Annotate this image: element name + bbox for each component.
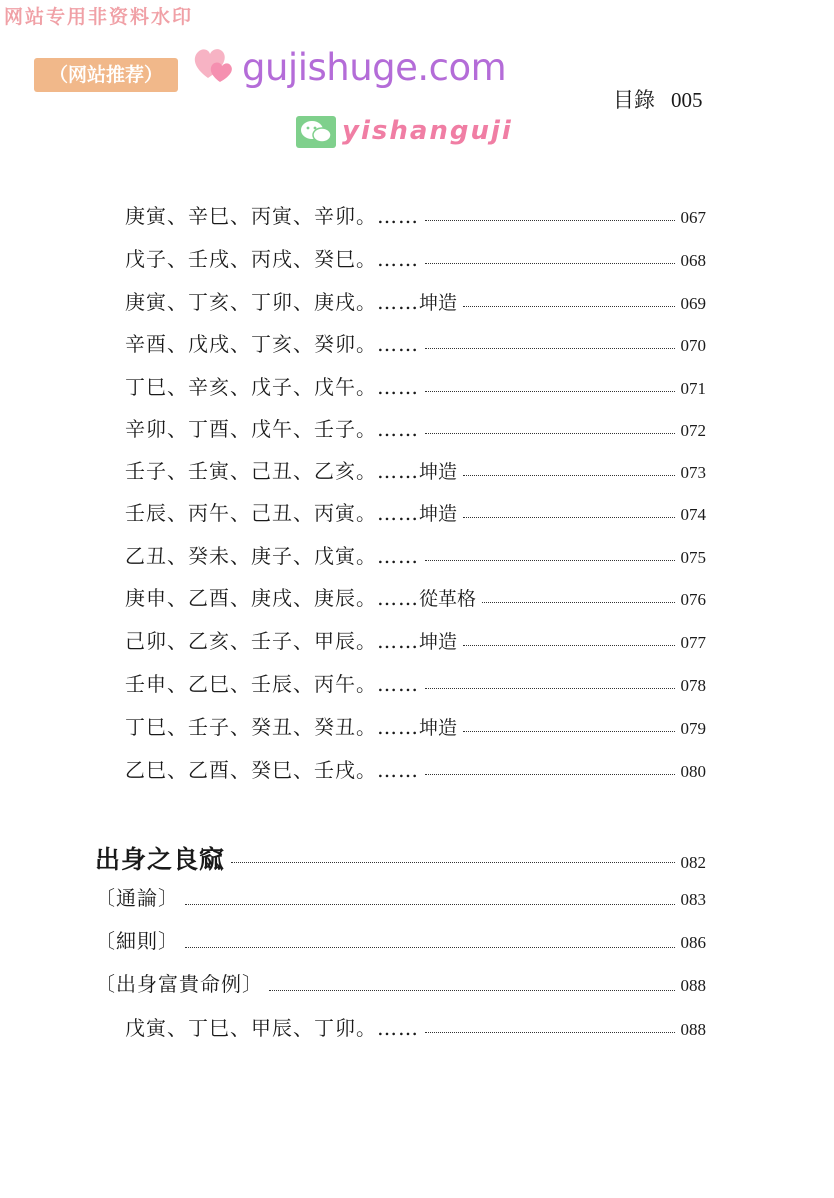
entry-text: 壬辰、丙午、己丑、丙寅。…… [125, 501, 419, 525]
entry-text: 乙丑、癸未、庚子、戊寅。…… [125, 544, 419, 568]
dot-leader [185, 947, 675, 948]
toc-entry [125, 1012, 706, 1042]
toc-entry [125, 455, 706, 485]
entry-text: 戊寅、丁巳、甲辰、丁卯。…… [125, 1016, 419, 1040]
dot-leader [425, 433, 675, 434]
dot-leader [185, 904, 675, 905]
page-header [613, 84, 703, 114]
entry-page: 078 [680, 676, 706, 695]
entry-note: 坤造 [419, 503, 458, 525]
entry-text: 辛卯、丁酉、戊午、壬子。…… [125, 417, 419, 441]
entry-note: 坤造 [419, 631, 458, 653]
watermark-text: 网站专用非资料水印 [4, 6, 194, 28]
entry-page: 079 [680, 719, 706, 738]
entry-text: 己卯、乙亥、壬子、甲辰。…… [125, 629, 419, 653]
entry-note: 坤造 [419, 292, 458, 314]
chapter-page: 082 [680, 853, 706, 872]
heart-logo-icon [190, 42, 240, 86]
entry-page: 073 [680, 463, 706, 482]
entry-page: 075 [680, 548, 706, 567]
entry-page: 067 [680, 208, 706, 227]
entry-page: 088 [680, 1020, 706, 1039]
subsection-page: 086 [680, 933, 706, 952]
dot-leader [425, 220, 675, 221]
site-url: gujishuge.com [242, 46, 507, 89]
entry-page: 080 [680, 762, 706, 781]
subsection-entry [95, 968, 706, 1000]
entry-page: 069 [680, 294, 706, 313]
entry-page: 076 [680, 590, 706, 609]
dot-leader [231, 862, 674, 863]
subsection-entry [95, 925, 706, 957]
dot-leader [463, 475, 674, 476]
entry-text: 壬子、壬寅、己丑、乙亥。…… [125, 459, 419, 483]
wechat-id: yishanguji [342, 116, 513, 146]
entry-note: 從革格 [419, 588, 477, 610]
dot-leader [463, 645, 674, 646]
entry-page: 074 [680, 505, 706, 524]
subsection-page: 083 [680, 890, 706, 909]
entry-text: 丁巳、壬子、癸丑、癸丑。…… [125, 715, 419, 739]
chapter-title: 出身之良窳 [95, 845, 226, 874]
entry-text: 壬申、乙巳、壬辰、丙午。…… [125, 672, 419, 696]
dot-leader [425, 263, 675, 264]
dot-leader [463, 306, 674, 307]
entry-text: 辛酉、戊戌、丁亥、癸卯。…… [125, 332, 419, 356]
wechat-icon [296, 116, 336, 148]
entry-text: 庚申、乙酉、庚戌、庚辰。…… [125, 586, 419, 610]
toc-entry [125, 711, 706, 741]
chapter-heading [95, 840, 706, 872]
toc-entry [125, 243, 706, 273]
toc-entry [125, 200, 706, 230]
dot-leader [463, 731, 674, 732]
dot-leader [269, 990, 675, 991]
entry-note: 坤造 [419, 717, 458, 739]
entry-text: 戊子、壬戌、丙戌、癸巳。…… [125, 247, 419, 271]
entry-page: 072 [680, 421, 706, 440]
dot-leader [482, 602, 674, 603]
dot-leader [463, 517, 674, 518]
toc-entry [125, 625, 706, 655]
toc-entry [125, 582, 706, 612]
toc-entry [125, 497, 706, 527]
dot-leader [425, 688, 675, 689]
toc-entry [125, 371, 706, 401]
subsection-title: 〔通論〕 [95, 886, 179, 910]
dot-leader [425, 391, 675, 392]
subsection-entry [95, 882, 706, 914]
subsection-page: 088 [680, 976, 706, 995]
entry-text: 乙巳、乙酉、癸巳、壬戌。…… [125, 758, 419, 782]
entry-text: 庚寅、辛巳、丙寅、辛卯。…… [125, 204, 419, 228]
toc-entry [125, 540, 706, 570]
toc-entry [125, 754, 706, 784]
dot-leader [425, 774, 675, 775]
header-page-number: 005 [671, 88, 703, 112]
dot-leader [425, 1032, 675, 1033]
entry-note: 坤造 [419, 461, 458, 483]
dot-leader [425, 348, 675, 349]
entry-page: 070 [680, 336, 706, 355]
entry-text: 庚寅、丁亥、丁卯、庚戌。…… [125, 290, 419, 314]
subsection-title: 〔細則〕 [95, 929, 179, 953]
entry-page: 068 [680, 251, 706, 270]
entry-page: 077 [680, 633, 706, 652]
header-title: 目錄 [613, 88, 655, 112]
entry-text: 丁巳、辛亥、戊子、戊午。…… [125, 375, 419, 399]
subsection-title: 〔出身富貴命例〕 [95, 972, 263, 996]
toc-entry [125, 413, 706, 443]
toc-entry [125, 668, 706, 698]
dot-leader [425, 560, 675, 561]
site-recommend-badge: （网站推荐） [34, 58, 178, 92]
entry-page: 071 [680, 379, 706, 398]
toc-entry [125, 286, 706, 316]
toc-entry [125, 328, 706, 358]
